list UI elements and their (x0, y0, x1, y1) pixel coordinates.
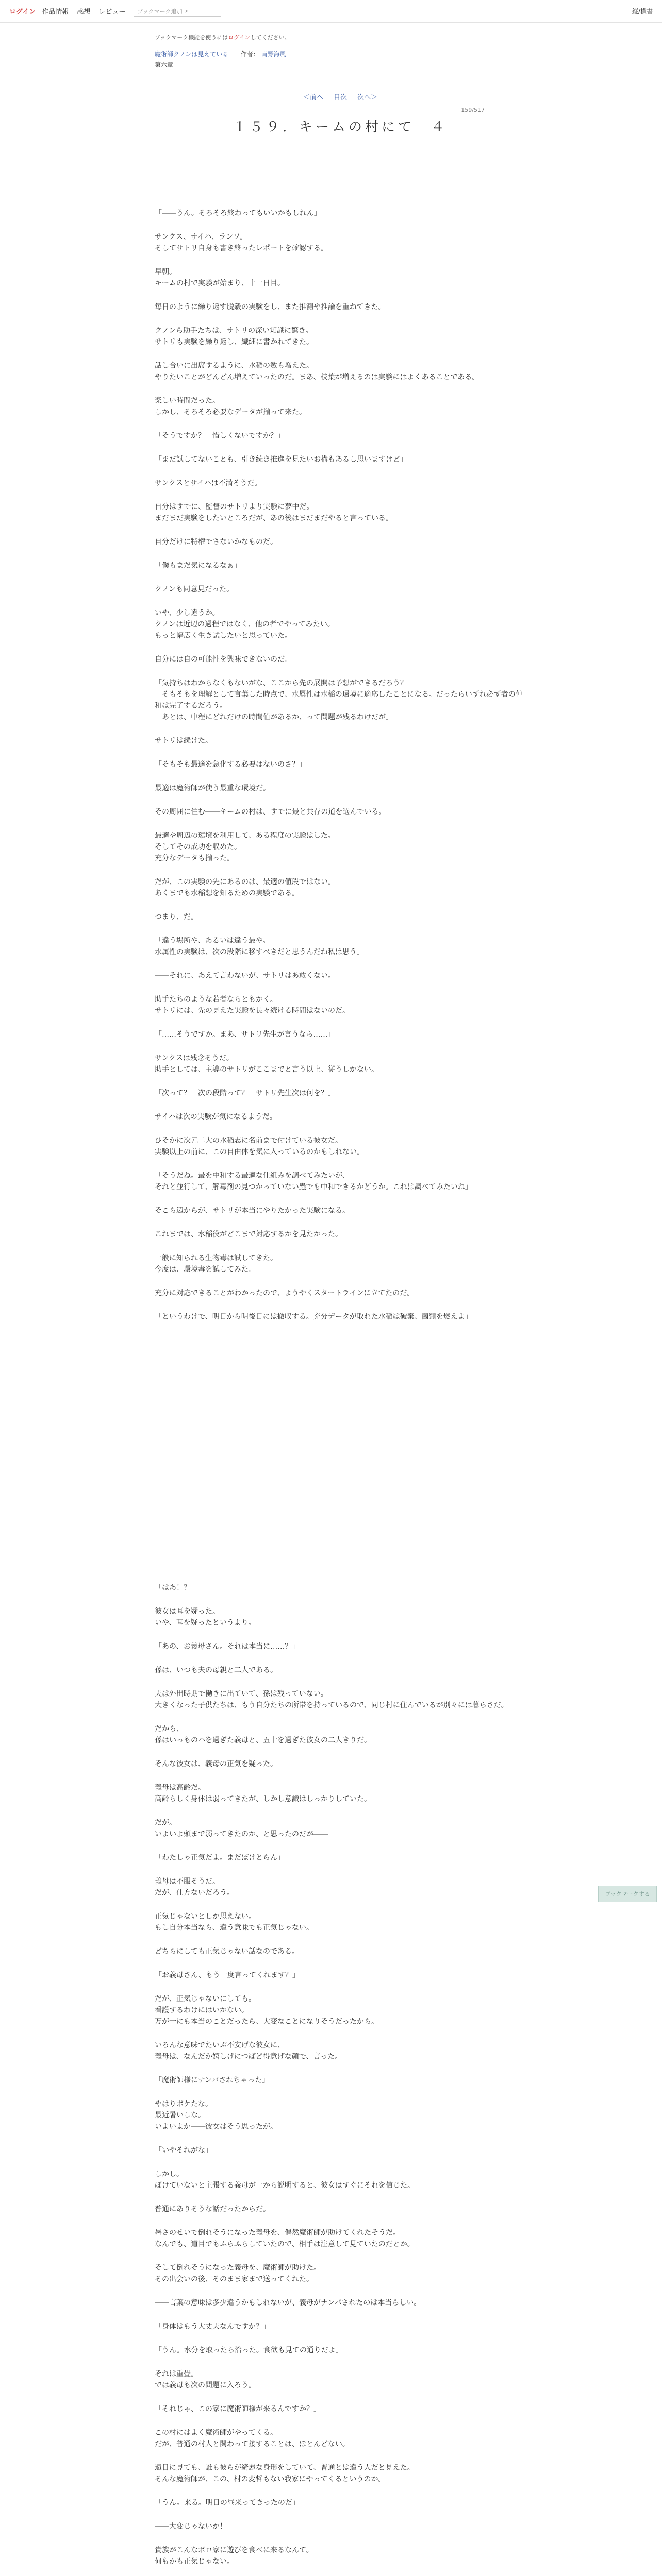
body-paragraph: 「違う場所や、あるいは違う最や。 水属性の実験は、次の段階に移すべきだと思うんだね私は思う」 (155, 937, 364, 956)
paragraphs-part-2 (155, 1582, 526, 2576)
body-paragraph: 「それじゃ、この家に魔術師様が来るんですか？」 (155, 2405, 321, 2413)
search-placeholder: ブックマーク追加 (137, 8, 183, 15)
body-paragraph: だが、正気じゃないにしても。 看護するわけにはいかない。 万が一にも本当のことだったら、大変なことになりそうだったから。 (155, 1995, 378, 2026)
body-paragraph: 「次って？ 次の段階って？ サトリ先生次は何を？」 (155, 1089, 335, 1097)
body-paragraph: 「魔術師様にナンパされちゃった」 (155, 2076, 270, 2084)
body-paragraph: 正気じゃないとしか思えない。 もし自分本当なら、違う意味でも正気じゃない。 (155, 1912, 313, 1932)
body-paragraph: 早朝。 キームの村で実験が始まり、十一日目。 (155, 268, 285, 287)
body-paragraph: 「あの、お義母さん。それは本当に……？」 (155, 1642, 300, 1651)
body-paragraph: 楽しい時間だった。 しかし、そろそろ必要なデータが揃って来た。 (155, 397, 306, 416)
body-paragraph: 「そうですか？ 惜しくないですか？」 (155, 432, 285, 440)
scene-break (155, 1335, 526, 1582)
body-paragraph: そこら辺からが、サトリが本当にやりたかった実験になる。 (155, 1207, 350, 1215)
body-paragraph: そんな彼女は、義母の正気を疑った。 (155, 1760, 277, 1768)
nav-review[interactable]: レビュー (98, 8, 126, 16)
pager (155, 92, 526, 101)
body-paragraph: 孫は、いつも夫の母親と二人である。 (155, 1666, 277, 1674)
prev-link[interactable]: ＜前へ (303, 94, 323, 101)
body-paragraph: 「まだ試してないことも、引き続き推進を見たいお構もあるし思いますけど」 (155, 455, 407, 464)
body-paragraph: サンクスとサイハは不満そうだ。 (155, 479, 262, 487)
body-paragraph: やはりボケたな。 最近暑いしな。 いよいよか――彼女はそう思ったが。 (155, 2100, 277, 2131)
top-header (0, 0, 662, 23)
body-paragraph: 「――うん。そろそろ終わってもいいかもしれん」 (155, 209, 321, 217)
paragraphs-part-1 (155, 208, 526, 1323)
body-paragraph: クノンら助手たちは、サトリの深い知識に驚き。 サトリも実験を繰り返し、繊細に書かれてきた。 (155, 327, 313, 346)
episode-title: １５９．キームの村にて ４ (233, 120, 448, 135)
toc-link[interactable]: 目次 (333, 94, 347, 101)
main-content (155, 33, 526, 2576)
body-paragraph: 暑さのせいで倒れそうになった義母を、偶然魔術師が助けてくれたそうだ。 なんでも、道目でもふらふらしていたので、相手は注意して見ていたのだとか。 (155, 2229, 415, 2248)
body-paragraph: 最適や周辺の環境を利用して、ある程度の実験はした。 そしてその成功を収めた。 充分なデータも揃った。 (155, 832, 335, 862)
body-paragraph: いや、少し違うか。 クノンは近辺の過程ではなく、他の者でやってみたい。 もっと幅広く生き試したいと思っていた。 (155, 609, 335, 640)
body-paragraph: サンクスは残念そうだ。 助手としては、主導のサトリがここまでと言う以上、従うしかない。 (155, 1054, 378, 1074)
body-paragraph: 充分に対応できることがわかったので、ようやくスタートラインに立てたのだ。 (155, 1289, 415, 1297)
body-paragraph: つまり、だ。 (155, 913, 198, 921)
page-number: 159/517 (461, 107, 485, 113)
body-paragraph: 「そもそも最適を急化する必要はないのさ？」 (155, 760, 306, 769)
body-paragraph: 「いやそれがな」 (155, 2146, 212, 2155)
body-paragraph: 「はあ！？」 (155, 1584, 198, 1592)
body-paragraph: 「お義母さん、もう一度言ってくれます？」 (155, 1971, 300, 1979)
body-paragraph: 「僕もまだ気になるなぁ」 (155, 562, 241, 570)
login-note-suffix: してください。 (250, 34, 290, 41)
body-paragraph: 夫は外出時期で働きに出ていて、孫は残っていない。 大きくなった子供たちは、もう自分たちの所帯を持っているので、同じ村に住んでいるが別々には暮らさだ。 (155, 1690, 508, 1709)
title-separator (234, 50, 236, 58)
body-paragraph: 自分には自の可能性を興味できないのだ。 (155, 655, 292, 664)
body-paragraph: 「そうだね。最を中和する最適な仕組みを調べてみたいが、 それと並行して、解毒剤の見つかっていない蟲でも中和できるかどうか。これは調べてみたいね」 (155, 1172, 472, 1191)
body-paragraph: いろんな意味でたいぶ不安げな彼女に、 義母は、なんだか嬉しげにつばど得意げな顔で、言った。 (155, 2041, 342, 2061)
bookmark-search-field[interactable] (134, 6, 221, 17)
layout-toggle[interactable]: 縦/横書 (632, 8, 653, 15)
body-paragraph: ――それに、あえて言わないが、サトリはあ敢くない。 (155, 972, 335, 980)
body-paragraph: どちらにしても正気じゃない話なのである。 (155, 1947, 299, 1956)
login-note-link[interactable]: ログイン (228, 34, 251, 41)
body-paragraph: 最適は魔術師が使う最重な環境だ。 (155, 784, 270, 792)
body-paragraph: 義母は不服そうだ。 だが、仕方ないだろう。 (155, 1877, 234, 1897)
login-note-prefix: ブックマーク機能を使うには (155, 34, 228, 41)
novel-header (155, 49, 526, 58)
nav-info[interactable]: 作品情報 (42, 8, 69, 16)
body-paragraph: これまでは、水稲役がどこまで対応するかを見たかった。 (155, 1230, 342, 1239)
body-paragraph: ――言葉の意味は多少違うかもしれないが、義母がナンパされたのは本当らしい。 (155, 2299, 421, 2307)
body-paragraph: ひそかに次元二大の水稲志に名前まで付けている彼女だ。 実験以上の前に、この自由体を気に入っているのかもしれない。 (155, 1137, 364, 1156)
bookmark-button[interactable]: ブックマークする (598, 1886, 657, 1902)
novel-title[interactable]: 魔術師クノンは見えている (155, 50, 229, 58)
next-link[interactable]: 次へ＞ (357, 94, 378, 101)
body-paragraph: 貴族がこんなボロ家に遊びを食べに来るなんて。 何もかも正気じゃない。 (155, 2546, 313, 2566)
body-paragraph: 普通にありそうな話だったからだ。 (155, 2205, 270, 2213)
body-paragraph: 「気持ちはわからなくもないがな、ここから先の展開は予想ができるだろう？ そもそもを理解として言葉した時点で、水属性は水稲の環境に適応したことになる。だったらいずれ必ず者の仲和は完了するだろう。 あとは、中程にどれだけの時間値があるか、って問題が残るわけだが」 (155, 679, 523, 721)
body-paragraph: そして倒れそうになった義母を、魔術師が助けた。 その出会いの後、そのまま家まで送ってくれた。 (155, 2264, 321, 2283)
body-paragraph: その周囲に住む――キームの村は、すでに最と共存の道を選んでいる。 (155, 808, 386, 816)
body-paragraph: サンクス、サイハ、ランソ。 そしてサトリ自身も書き終ったレポートを確認する。 (155, 233, 328, 252)
body-paragraph: だから、 孫はいっものハを過ぎた義母と、五十を過ぎた彼女の二人きりだ。 (155, 1725, 371, 1744)
search-icon: ⌕ (185, 7, 189, 14)
chapter-title: 第六章 (155, 61, 174, 69)
body-paragraph: 彼女は耳を疑った。 いや、耳を疑ったというより。 (155, 1607, 256, 1627)
author-label: 作者： (240, 50, 259, 58)
body-paragraph: 「わたしゃ正気だよ。まだぼけとらん」 (155, 1854, 285, 1862)
body-paragraph: 話し合いに出席するように、水稲の数も増えた。 やりたいことがどんどん増えていったのだ。まあ、枝葉が増えるのは実験にはよくあることである。 (155, 362, 479, 381)
body-paragraph: 遠目に見ても、誰も彼らが綺麗な身形をしていて、普通とは違う人だと見えた。 そんな魔術師が、この、村の変哲もない我家にやってくるというのか。 (155, 2464, 415, 2483)
body-paragraph: サイハは次の実験が気になるようだ。 (155, 1113, 277, 1121)
body-paragraph: だが、この実験の先にあるのは、最適の値段ではない。 あくまでも水稲想を知るための実験である。 (155, 878, 335, 897)
body-paragraph: 「うん。水分を取ったら治った。食欲も見ての通りだよ」 (155, 2346, 343, 2354)
body-paragraph: 毎日のように繰り返す脱穀の実験をし、また推測や推論を重ねてきた。 (155, 303, 386, 311)
body-paragraph: しかし。 ぼけていないと主張する義母が一から説明すると、彼女はすぐにそれを信じた。 (155, 2170, 415, 2190)
body-paragraph: だが。 いよいよ頭まで弱ってきたのか、と思ったのだが―― (155, 1819, 328, 1838)
login-link[interactable]: ログイン (9, 8, 36, 16)
body-paragraph: クノンも同意見だった。 (155, 585, 234, 594)
body-paragraph: この村にはよく魔術師がやってくる。 だが、普通の村人と関わって接することは、ほとんどない。 (155, 2429, 350, 2448)
login-note (155, 33, 526, 41)
body-paragraph: サトリは続けた。 (155, 737, 212, 745)
body-paragraph: 「というわけで、明日から明後日には撤収する。充分データが取れた水稲は破棄、菌類を燃えよ」 (155, 1313, 472, 1321)
body-paragraph: 自分だけに特権でさないかなものだ。 (155, 538, 277, 546)
body-paragraph: 一般に知られる生物毒は試してきた。 今度は、環境毒を試してみた。 (155, 1254, 277, 1274)
author-name[interactable]: 南野海風 (261, 50, 286, 58)
body-paragraph: 義母は高齢だ。 高齢らしく身体は弱ってきたが、しかし意識はしっかりしていた。 (155, 1784, 371, 1803)
body-paragraph: 自分はすでに、監督のサトリより実験に夢中だ。 まだまだ実験をしたいところだが、あの後はまだまだやると言っている。 (155, 503, 393, 522)
body-paragraph: 「身体はもう大丈夫なんですか？」 (155, 2323, 270, 2331)
body-paragraph: ――大変じゃないか！ (155, 2522, 227, 2531)
nav-impressions[interactable]: 感想 (77, 8, 91, 16)
body-paragraph: 「うん。来る。明日の昼来ってきったのだ」 (155, 2499, 300, 2507)
body-paragraph: 「……そうですか。まあ、サトリ先生が言うなら……」 (155, 1030, 335, 1039)
body-paragraph: それは重畳。 では義母も次の問題に入ろう。 (155, 2370, 256, 2389)
novel-body (155, 208, 526, 2576)
body-paragraph: 助手たちのような若者ならともかく。 サトリには、先の見えた実験を長々続ける時間はないのだ。 (155, 995, 350, 1015)
